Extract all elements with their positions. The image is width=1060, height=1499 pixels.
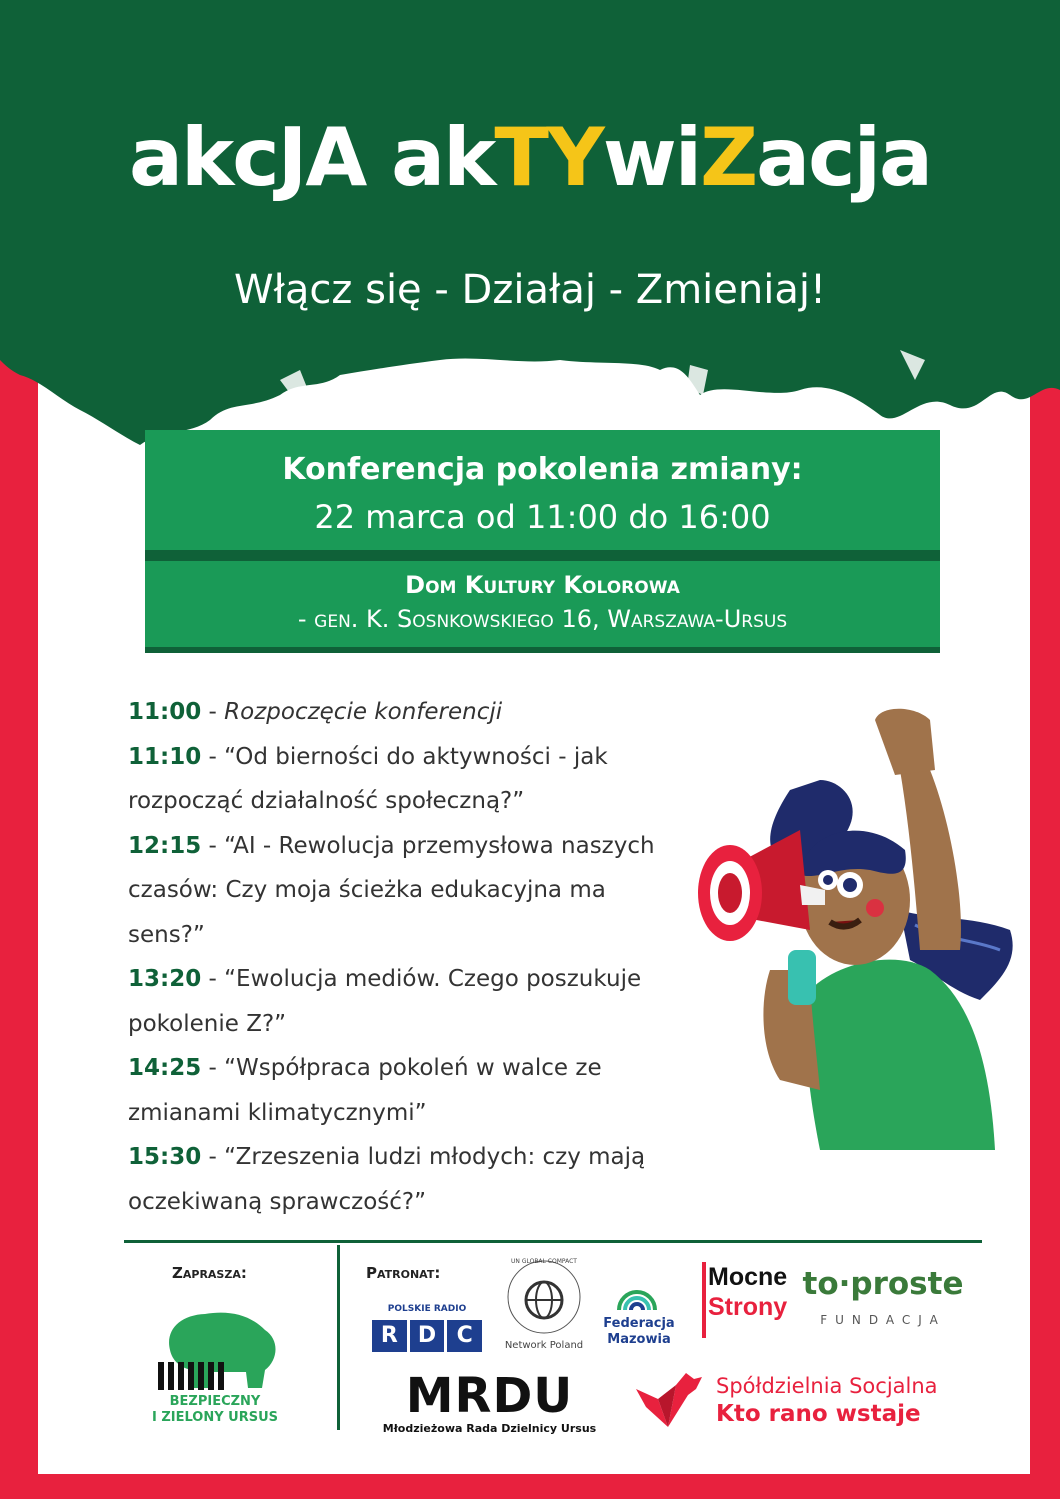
- federacja-line-1: Federacja: [603, 1316, 675, 1331]
- agenda-time: 13:20: [128, 966, 202, 992]
- venue-box-shadow: [145, 647, 940, 653]
- mocne-strony-line-2: Strony: [708, 1293, 788, 1321]
- mrdu-subtitle: Młodzieżowa Rada Dzielnicy Ursus: [382, 1422, 597, 1435]
- mocne-strony-bar: [702, 1262, 706, 1338]
- toproste-subtitle: FUNDACJA: [820, 1313, 946, 1327]
- title-part-4: Z: [700, 111, 757, 204]
- patronage-label: Patronat:: [366, 1264, 441, 1282]
- globe-icon: [505, 1258, 583, 1336]
- poster-title: [0, 111, 1060, 204]
- rdc-top-text: POLSKIE RADIO: [387, 1304, 467, 1314]
- conference-date-box: [145, 430, 940, 550]
- agenda-text: Rozpoczęcie konferencji: [224, 699, 503, 725]
- agenda-text: “Zrzeszenia ludzi młodych: czy mają oczekiwaną sprawczość?”: [128, 1144, 646, 1215]
- agenda-time: 14:25: [128, 1055, 202, 1081]
- title-part-5: acja: [756, 111, 931, 204]
- agenda-text: “Współpraca pokoleń w walce ze zmianami klimatycznymi”: [128, 1055, 602, 1126]
- box-divider: [145, 550, 940, 561]
- invites-label: Zaprasza:: [172, 1264, 247, 1282]
- rdc-letter: R: [372, 1320, 407, 1352]
- megaphone-woman-illustration: [690, 700, 1030, 1150]
- federacja-line-2: Mazowia: [607, 1332, 671, 1347]
- poster-subtitle: Włącz się - Działaj - Zmieniaj!: [233, 267, 827, 313]
- venue-address: - gen. K. Sosnkowskiego 16, Warszawa-Ursus: [297, 605, 788, 633]
- spoldzielnia-line-1: Spółdzielnia Socjalna: [716, 1374, 938, 1398]
- organizer-line-1: BEZPIECZNY: [169, 1394, 261, 1409]
- global-compact-text: Network Poland: [504, 1340, 584, 1351]
- agenda-item: 11:00 - Rozpoczęcie konferencji: [128, 699, 503, 725]
- toproste-logo: to·proste: [802, 1266, 964, 1302]
- federacja-arcs-icon: [615, 1270, 659, 1314]
- title-part-2: TY: [494, 111, 603, 204]
- agenda-item: 14:25 - “Współpraca pokoleń w walce ze zmianami klimatycznymi”: [128, 1055, 602, 1126]
- agenda-time: 12:15: [128, 832, 202, 859]
- agenda-text: “Ewolucja mediów. Czego poszukuje pokolenie Z?”: [128, 966, 642, 1037]
- rdc-logo: [372, 1320, 482, 1352]
- footer-column-divider: [337, 1245, 340, 1430]
- rdc-letter: C: [447, 1320, 482, 1352]
- global-compact-ring: UN GLOBAL COMPACT: [511, 1258, 577, 1265]
- bear-logo-icon: [150, 1300, 285, 1390]
- agenda-text: “Od bierności do aktywności - jak rozpocząć działalność społeczną?”: [128, 743, 608, 814]
- agenda-time: 11:10: [128, 743, 202, 770]
- mrdu-logo: MRDU: [405, 1368, 574, 1424]
- agenda-item: 11:10 - “Od bierności do aktywności - jak rozpocząć działalność społeczną?”: [128, 743, 608, 814]
- conference-heading: Konferencja pokolenia zmiany:: [282, 452, 803, 487]
- rooster-icon: [628, 1365, 708, 1433]
- title-part-1: akcJA ak: [129, 111, 495, 204]
- footer-divider: [124, 1240, 982, 1243]
- venue-name: Dom Kultury Kolorowa: [405, 571, 680, 599]
- venue-box: [145, 561, 940, 647]
- agenda-item: 12:15 - “AI - Rewolucja przemysłowa naszych czasów: Czy moja ścieżka edukacyjna ma sens?”: [128, 832, 655, 948]
- agenda-list: [128, 690, 688, 1224]
- title-part-3: wi: [602, 111, 701, 204]
- mocne-strony-line-1: Mocne: [708, 1263, 788, 1291]
- agenda-time: 11:00: [128, 699, 202, 725]
- agenda-time: 15:30: [128, 1144, 202, 1170]
- spoldzielnia-line-2: Kto rano wstaje: [716, 1401, 921, 1427]
- organizer-line-2: I ZIELONY URSUS: [151, 1410, 279, 1425]
- agenda-text: “AI - Rewolucja przemysłowa naszych czasów: Czy moja ścieżka edukacyjna ma sens?”: [128, 832, 655, 948]
- conference-date: 22 marca od 11:00 do 16:00: [314, 498, 771, 536]
- agenda-item: 13:20 - “Ewolucja mediów. Czego poszukuje pokolenie Z?”: [128, 966, 642, 1037]
- agenda-item: 15:30 - “Zrzeszenia ludzi młodych: czy mają oczekiwaną sprawczość?”: [128, 1144, 646, 1215]
- rdc-letter: D: [410, 1320, 445, 1352]
